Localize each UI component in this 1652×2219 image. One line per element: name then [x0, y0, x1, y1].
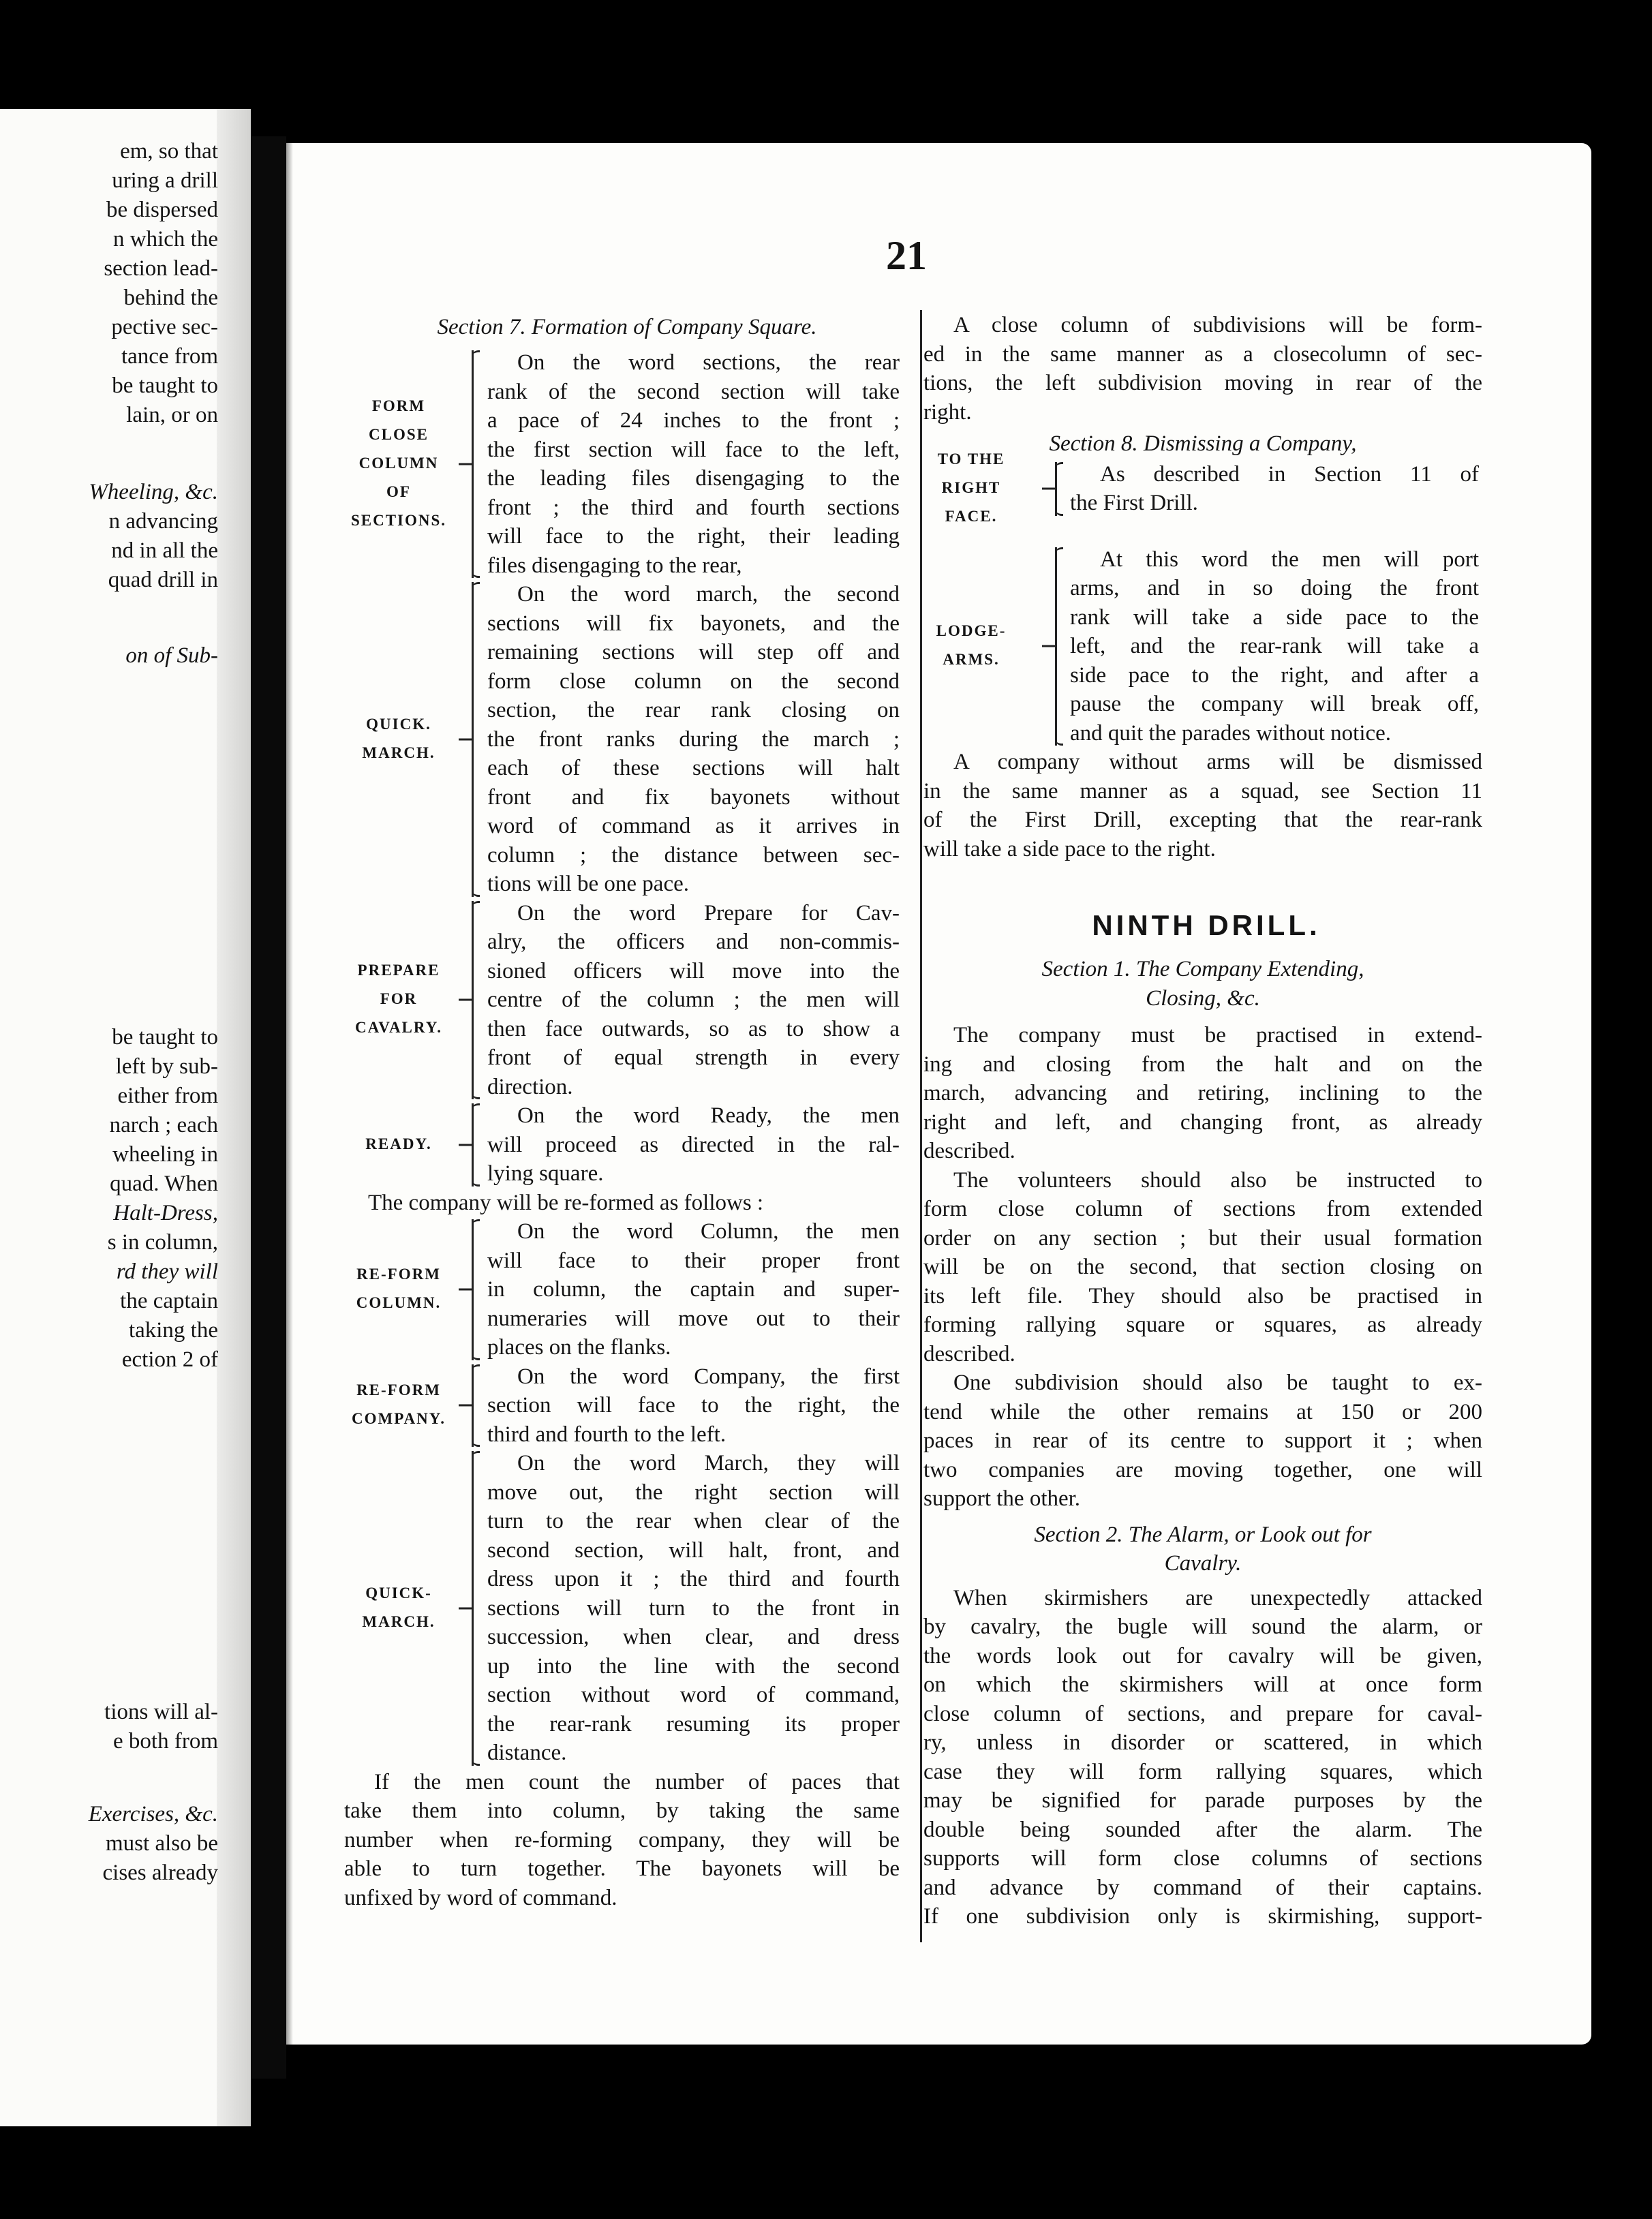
label-reform-company: COMPANY. [351, 1410, 446, 1428]
label-form-close-column: COLUMN [358, 455, 439, 472]
alarm-paragraph: If one subdivision only is skirmishing, support- [923, 1904, 1482, 1929]
quick-march-text: section, the rear rank closing on [487, 698, 900, 722]
prepare-for-cavalry-text: then face outwards, so as to show a [487, 1016, 900, 1041]
prepare-for-cavalry-text: front of equal strength in every [487, 1045, 900, 1070]
book-gutter [251, 136, 286, 2079]
reform-column-text: On the word Column, the men [517, 1219, 900, 1244]
form-close-column-text: files disengaging to the rear, [487, 553, 742, 578]
extending-paragraph: ing and closing from the halt and on the [923, 1052, 1482, 1077]
section-8-heading: Section 8. Dismissing a Company, [1049, 431, 1357, 456]
closing-paragraph: number when re-forming company, they will be [344, 1827, 900, 1852]
ready-text: will proceed as directed in the ral- [487, 1132, 900, 1157]
subdivision-paragraph: One subdivision should also be taught to ex- [953, 1371, 1482, 1395]
volunteers-paragraph: will be on the second, that section closing on [923, 1255, 1482, 1279]
label-prepare-for-cavalry: PREPARE [357, 962, 440, 979]
quick-march-text: front and fix bayonets without [487, 784, 900, 810]
form-close-column-text: a pace of 24 inches to the front ; [487, 408, 900, 433]
quick-march-2-text: On the word March, they will [517, 1451, 900, 1475]
left-page-line: nd in all the [111, 538, 218, 563]
brace [1055, 547, 1070, 746]
quick-march-2-text: second section, will halt, front, and [487, 1537, 900, 1563]
lodge-arms-text: pause the company will break off, [1070, 692, 1479, 716]
label-form-close-column: FORM [371, 397, 426, 414]
subdivision-paragraph: paces in rear of its centre to support it ; when [923, 1428, 1482, 1453]
reformed-intro: The company will be re-formed as follows : [368, 1190, 764, 1215]
label-reform-column: COLUMN. [356, 1294, 442, 1312]
left-page-line: ection 2 of [121, 1347, 218, 1372]
alarm-paragraph: supports will form close columns of sections [923, 1846, 1482, 1871]
alarm-paragraph: the words look out for cavalry will be given, [923, 1643, 1482, 1668]
volunteers-paragraph: described. [923, 1341, 1015, 1366]
left-page-line: pective sec- [111, 315, 218, 339]
quick-march-text: sections will fix bayonets, and the [487, 611, 900, 636]
reform-company-text: third and fourth to the left. [487, 1422, 726, 1447]
brace [472, 350, 487, 578]
quick-march-2-text: move out, the right section will [487, 1480, 900, 1505]
extending-paragraph: right and left, and changing front, as already [923, 1110, 1482, 1135]
label-prepare-for-cavalry: FOR [380, 990, 418, 1008]
left-page-line: cises already [102, 1861, 218, 1885]
quick-march-text: tions will be one pace. [487, 872, 690, 896]
quick-march-2-text: the rear-rank resuming its proper [487, 1711, 900, 1736]
quick-march-2-text: distance. [487, 1741, 567, 1765]
alarm-paragraph: close column of sections, and prepare for caval- [923, 1701, 1482, 1726]
label-ready: READY. [365, 1135, 432, 1152]
section-2-heading: Section 2. The Alarm, or Look out for [1034, 1522, 1372, 1547]
left-page-line: narch ; each [109, 1113, 218, 1137]
section-1-heading: Closing, &c. [1146, 985, 1260, 1011]
left-page-line: e both from [113, 1729, 218, 1754]
reform-column-text: in column, the captain and super- [487, 1277, 900, 1302]
lodge-arms-text: At this word the men will port [1100, 547, 1479, 572]
form-close-column-text: the leading files disengaging to the [487, 466, 900, 491]
prepare-for-cavalry-text: alry, the officers and non-commis- [487, 930, 900, 954]
quick-march-2-text: section without word of command, [487, 1683, 900, 1707]
section-7-heading: Section 7. Formation of Company Square. [437, 315, 817, 339]
left-page-line: s in column, [107, 1230, 218, 1255]
left-page-line: rd they will [116, 1259, 218, 1284]
extending-paragraph: The company must be practised in extend- [953, 1023, 1482, 1047]
quick-march-text: the front ranks during the march ; [487, 726, 900, 752]
page-shadow [286, 143, 293, 2045]
alarm-paragraph: double being sounded after the alarm. The [923, 1817, 1482, 1842]
alarm-paragraph: When skirmishers are unexpectedly attacked [953, 1585, 1482, 1610]
brace [472, 582, 487, 897]
alarm-paragraph: may be signified for parade purposes by the [923, 1788, 1482, 1813]
alarm-paragraph: ry, unless in disorder or scattered, in which [923, 1730, 1482, 1755]
lodge-arms-text: side pace to the right, and after a [1070, 662, 1479, 688]
quick-march-2-text: turn to the rear when clear of the [487, 1509, 900, 1533]
label-quick-march: QUICK. [366, 715, 431, 733]
quick-march-2-text: sections will turn to the front in [487, 1595, 900, 1621]
left-page-line: behind the [123, 286, 218, 310]
left-page-line: em, so that [120, 139, 218, 164]
left-page-line: quad. When [110, 1172, 218, 1196]
left-page-line: the captain [120, 1289, 218, 1313]
quick-march-text: each of these sections will halt [487, 756, 900, 780]
label-lodge-arms: ARMS. [943, 651, 1000, 669]
label-lodge-arms: LODGE- [936, 622, 1007, 640]
left-page-line: Wheeling, &c. [89, 480, 218, 504]
lodge-arms-text: left, and the rear-rank will take a [1070, 634, 1479, 658]
ninth-drill-heading: NINTH DRILL. [1092, 909, 1321, 941]
closing-paragraph: take them into column, by taking the same [344, 1799, 900, 1823]
brace [472, 1103, 487, 1187]
label-reform-company: RE-FORM [356, 1381, 441, 1399]
section-2-heading: Cavalry. [1164, 1551, 1242, 1576]
left-page-line: must also be [106, 1831, 218, 1856]
volunteers-paragraph: The volunteers should also be instructed to [953, 1167, 1482, 1193]
label-form-close-column: CLOSE [369, 426, 429, 443]
label-form-close-column: OF [386, 483, 411, 500]
without-arms-paragraph: will take a side pace to the right. [923, 836, 1216, 861]
label-prepare-for-cavalry: CAVALRY. [355, 1019, 442, 1037]
left-page-line: Exercises, &c. [88, 1802, 218, 1826]
quick-march-2-text: succession, when clear, and dress [487, 1625, 900, 1649]
alarm-paragraph: on which the skirmishers will at once form [923, 1672, 1482, 1697]
quick-march-text: column ; the distance between sec- [487, 842, 900, 868]
right-face-text: the First Drill. [1070, 491, 1198, 515]
prepare-for-cavalry-text: centre of the column ; the men will [487, 988, 900, 1012]
quick-march-text: form close column on the second [487, 669, 900, 694]
alarm-paragraph: by cavalry, the bugle will sound the alarm, or [923, 1614, 1482, 1639]
form-close-column-text: On the word sections, the rear [517, 350, 900, 375]
brace [472, 1219, 487, 1360]
left-page-line: on of Sub- [125, 643, 218, 668]
page-number: 21 [886, 233, 927, 278]
ready-text: On the word Ready, the men [517, 1103, 900, 1128]
reform-column-text: numeraries will move out to their [487, 1306, 900, 1331]
quick-march-2-text: up into the line with the second [487, 1653, 900, 1679]
lodge-arms-text: rank will take a side pace to the [1070, 605, 1479, 630]
label-right-face: RIGHT [941, 479, 1001, 496]
without-arms-paragraph: of the First Drill, excepting that the rear-rank [923, 808, 1482, 832]
brace [472, 901, 487, 1100]
extending-paragraph: described. [923, 1139, 1015, 1163]
left-page-line: uring a drill [112, 168, 218, 193]
left-page-line: quad drill in [108, 568, 218, 592]
prepare-for-cavalry-text: direction. [487, 1074, 573, 1099]
label-quick-march-2: QUICK- [365, 1584, 432, 1602]
reform-column-text: places on the flanks. [487, 1335, 671, 1360]
quick-march-text: word of command as it arrives in [487, 814, 900, 838]
label-form-close-column: SECTIONS. [350, 512, 447, 529]
alarm-paragraph: and advance by command of their captains. [923, 1875, 1482, 1900]
label-quick-march: MARCH. [362, 744, 435, 761]
close-column-paragraph: A close column of subdivisions will be form- [953, 313, 1482, 337]
left-page-line: tance from [121, 344, 218, 369]
left-page-line: be taught to [112, 1025, 218, 1050]
closing-paragraph: able to turn together. The bayonets will be [344, 1856, 900, 1881]
form-close-column-text: rank of the second section will take [487, 379, 900, 404]
lodge-arms-text: arms, and in so doing the front [1070, 576, 1479, 600]
subdivision-paragraph: support the other. [923, 1486, 1081, 1511]
prepare-for-cavalry-text: On the word Prepare for Cav- [517, 900, 900, 925]
left-page-line: Halt-Dress, [113, 1201, 218, 1225]
reform-column-text: will face to their proper front [487, 1248, 900, 1273]
left-page-line: be taught to [112, 373, 218, 398]
subdivision-paragraph: tend while the other remains at 150 or 200 [923, 1399, 1482, 1424]
volunteers-paragraph: forming rallying square or squares, as already [923, 1313, 1482, 1337]
right-face-text: As described in Section 11 of [1100, 461, 1479, 487]
quick-march-text: On the word march, the second [517, 582, 900, 607]
label-right-face: TO THE [937, 450, 1005, 468]
ready-text: lying square. [487, 1161, 604, 1186]
left-page-line: section lead- [104, 256, 218, 281]
close-column-paragraph: tions, the left subdivision moving in rear of the [923, 371, 1482, 395]
volunteers-paragraph: order on any section ; but their usual formation [923, 1225, 1482, 1251]
left-page-line: n advancing [108, 509, 218, 534]
alarm-paragraph: case they will form rallying squares, which [923, 1759, 1482, 1784]
left-page-line: wheeling in [112, 1142, 218, 1167]
volunteers-paragraph: form close column of sections from extended [923, 1197, 1482, 1221]
close-column-paragraph: ed in the same manner as a closecolumn of sec- [923, 341, 1482, 367]
left-page-line: tions will al- [104, 1700, 218, 1724]
without-arms-paragraph: in the same manner as a squad, see Section 11 [923, 778, 1482, 804]
brace [472, 1364, 487, 1448]
form-close-column-text: front ; the third and fourth sections [487, 495, 900, 520]
brace [1055, 462, 1070, 516]
label-reform-column: RE-FORM [356, 1266, 441, 1283]
page-edge [217, 109, 251, 2126]
left-page-line: n which the [113, 227, 218, 251]
form-close-column-text: will face to the right, their leading [487, 524, 900, 549]
form-close-column-text: the first section will face to the left, [487, 437, 900, 462]
volunteers-paragraph: its left file. They should also be practised in [923, 1283, 1482, 1309]
prepare-for-cavalry-text: sioned officers will move into the [487, 958, 900, 983]
reform-company-text: section will face to the right, the [487, 1393, 900, 1418]
extending-paragraph: march, advancing and retiring, inclining to the [923, 1081, 1482, 1105]
left-facing-page [0, 109, 251, 2126]
reform-company-text: On the word Company, the first [517, 1364, 900, 1389]
left-page-line: taking the [128, 1318, 218, 1343]
left-page-line: be dispersed [106, 198, 218, 222]
section-1-heading: Section 1. The Company Extending, [1041, 957, 1364, 981]
quick-march-text: remaining sections will step off and [487, 640, 900, 664]
quick-march-2-text: dress upon it ; the third and fourth [487, 1567, 900, 1591]
lodge-arms-text: and quit the parades without notice. [1070, 720, 1392, 746]
label-right-face: FACE. [945, 508, 998, 525]
without-arms-paragraph: A company without arms will be dismissed [953, 750, 1482, 774]
subdivision-paragraph: two companies are moving together, one will [923, 1457, 1482, 1482]
closing-paragraph: unfixed by word of command. [344, 1885, 617, 1910]
left-page-line: either from [117, 1084, 218, 1108]
left-page-line: lain, or on [126, 403, 218, 427]
left-page-line: left by sub- [115, 1054, 218, 1079]
closing-paragraph: If the men count the number of paces that [374, 1769, 900, 1794]
column-divider [920, 310, 922, 1942]
label-quick-march-2: MARCH. [362, 1612, 435, 1630]
brace [472, 1451, 487, 1766]
close-column-paragraph: right. [923, 399, 972, 425]
